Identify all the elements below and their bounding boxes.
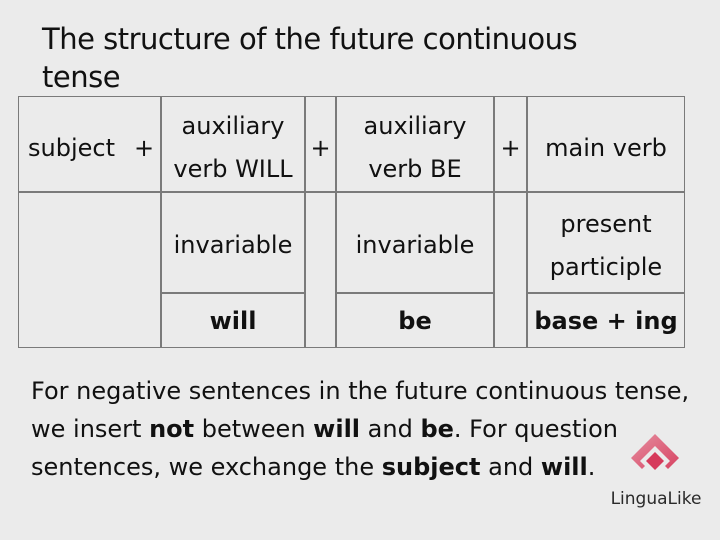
invariable-will-label: invariable xyxy=(173,231,293,259)
not-emphasis: not xyxy=(149,415,195,443)
header-subject-label: subject xyxy=(28,134,115,162)
header-auxiliary-will-line-2: verb WILL xyxy=(173,155,293,183)
will-emphasis-2: will xyxy=(540,453,588,481)
paragraph-text-2: between xyxy=(194,415,314,443)
slide-title: The structure of the future continuous tense xyxy=(42,22,578,94)
will-form-label: will xyxy=(209,307,257,335)
will-emphasis-1: will xyxy=(313,415,361,443)
plus-spacer-cell-1 xyxy=(305,192,336,348)
plus-spacer-cell-2 xyxy=(494,192,527,348)
lingualike-logo-text: LinguaLike xyxy=(610,489,702,509)
explanation-paragraph xyxy=(31,372,691,486)
paragraph-text-6: . xyxy=(587,453,596,481)
subject-spacer-cell xyxy=(18,192,161,348)
be-emphasis: be xyxy=(420,415,454,443)
lingualike-logo xyxy=(602,432,710,522)
header-plus-3: + xyxy=(500,134,521,162)
header-plus-2: + xyxy=(310,134,331,162)
header-auxiliary-be-line-2: verb BE xyxy=(368,155,462,183)
header-main-verb-label: main verb xyxy=(545,134,667,162)
paragraph-text-1: For negative sentences in the future continuous tense, we insert xyxy=(31,377,690,443)
header-auxiliary-be-line-1: auxiliary xyxy=(363,112,467,140)
participle-label: participle xyxy=(549,253,663,281)
present-label: present xyxy=(560,210,652,238)
paragraph-text-3: and xyxy=(360,415,421,443)
paragraph-text-5: and xyxy=(480,453,541,481)
invariable-be-label: invariable xyxy=(355,231,475,259)
be-form-label: be xyxy=(398,307,432,335)
subject-emphasis: subject xyxy=(381,453,481,481)
header-plus-1: + xyxy=(133,134,155,162)
base-ing-label: base + ing xyxy=(534,307,678,335)
paragraph-text-4: . For question sentences, we exchange the xyxy=(31,415,618,481)
lingualike-logo-icon xyxy=(628,432,682,486)
header-auxiliary-will-line-1: auxiliary xyxy=(181,112,285,140)
